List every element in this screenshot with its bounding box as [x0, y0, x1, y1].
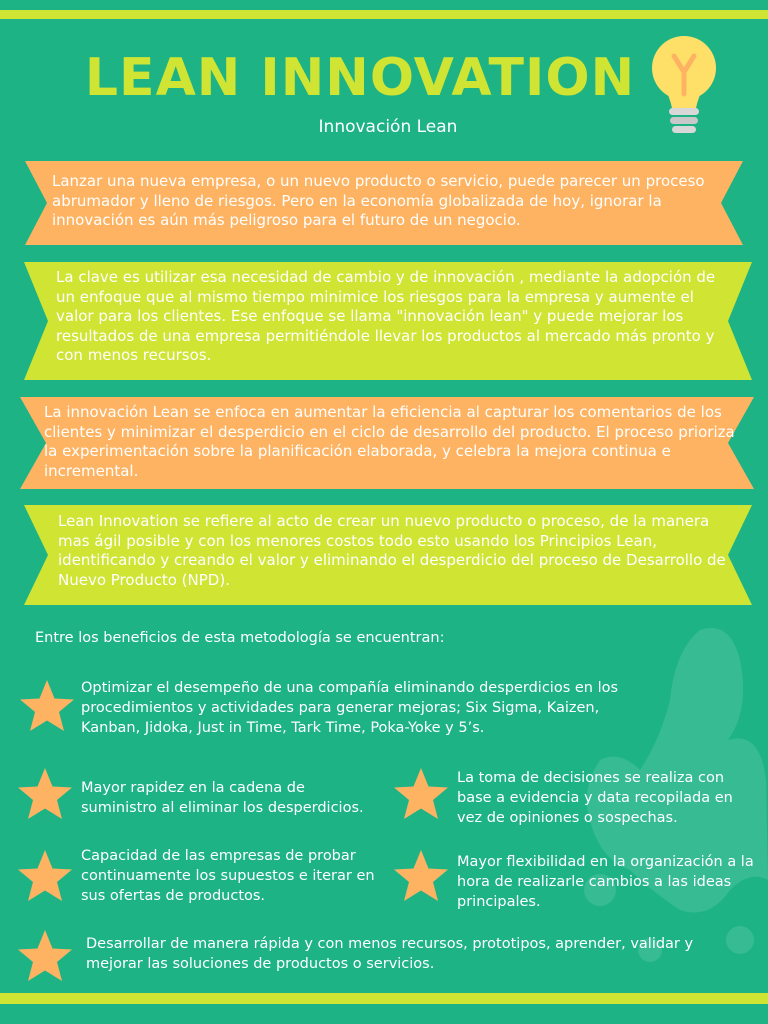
benefit-item: Desarrollar de manera rápida y con menos recursos, prototipos, aprender, validar y mejorar las soluciones de productos o servicios.	[86, 936, 694, 972]
bottom-border	[0, 993, 768, 1004]
bottom-strip	[0, 1004, 768, 1024]
star-icon	[16, 928, 74, 984]
page-subtitle: Innovación Lean	[318, 117, 458, 137]
banner-text: Lean Innovation se refiere al acto de crear un nuevo producto o proceso, de la manera mas ágil posible y con los menores costos todo esto usando los Principios Lean, identificando y creando el valor y eliminando el desperdicio del proceso de Desarrollo de Nuevo Producto (NPD).	[58, 512, 726, 589]
star-icon	[18, 678, 76, 734]
benefit-item: La toma de decisiones se realiza con base a evidencia y data recopilada en vez de opiniones o sospechas.	[457, 770, 733, 826]
banner-text: Lanzar una nueva empresa, o un nuevo producto o servicio, puede parecer un proceso abrumador y lleno de riesgos. Pero en la economía globalizada de hoy, ignorar la innovación es aún más peligroso para el futuro de un negocio.	[52, 172, 705, 229]
benefit-item: Optimizar el desempeño de una compañía eliminando desperdicios en los procedimientos y actividades para generar mejoras; Six Sigma, Kaizen, Kanban, Jidoka, Just in Time, Tark Time, Poka-Yoke y 5’s.	[81, 680, 619, 736]
banner-text: La clave es utilizar esa necesidad de cambio y de innovación , mediante la adopción de un enfoque que al mismo tiempo minimice los riesgos para la empresa y aumente el valor para los clientes. Ese enfoque se llama "innovación lean" y puede mejorar los resultados de una empresa permitiéndole llevar los productos al mercado más pronto y con menos recursos.	[56, 268, 716, 364]
star-icon	[392, 848, 450, 904]
benefit-item: Capacidad de las empresas de probar continuamente los supuestos e iterar en sus ofertas de productos.	[81, 848, 375, 904]
benefit-item: Mayor rapidez en la cadena de suministro al eliminar los desperdicios.	[81, 780, 364, 816]
benefits-intro: Entre los beneficios de esta metodología se encuentran:	[35, 630, 445, 646]
page-title: LEAN INNOVATION	[84, 48, 636, 108]
banner-text: La innovación Lean se enfoca en aumentar la eficiencia al capturar los comentarios de los clientes y minimizar el desperdicio en el ciclo de desarrollo del producto. El proceso prioriza la experimentación sobre la planificación elaborada, y celebra la mejora continua e incremental.	[44, 403, 735, 480]
star-icon	[16, 848, 74, 904]
star-icon	[16, 766, 74, 822]
benefit-item: Mayor flexibilidad en la organización a la hora de realizarle cambios a las ideas principales.	[457, 854, 754, 910]
star-icon	[392, 766, 450, 822]
